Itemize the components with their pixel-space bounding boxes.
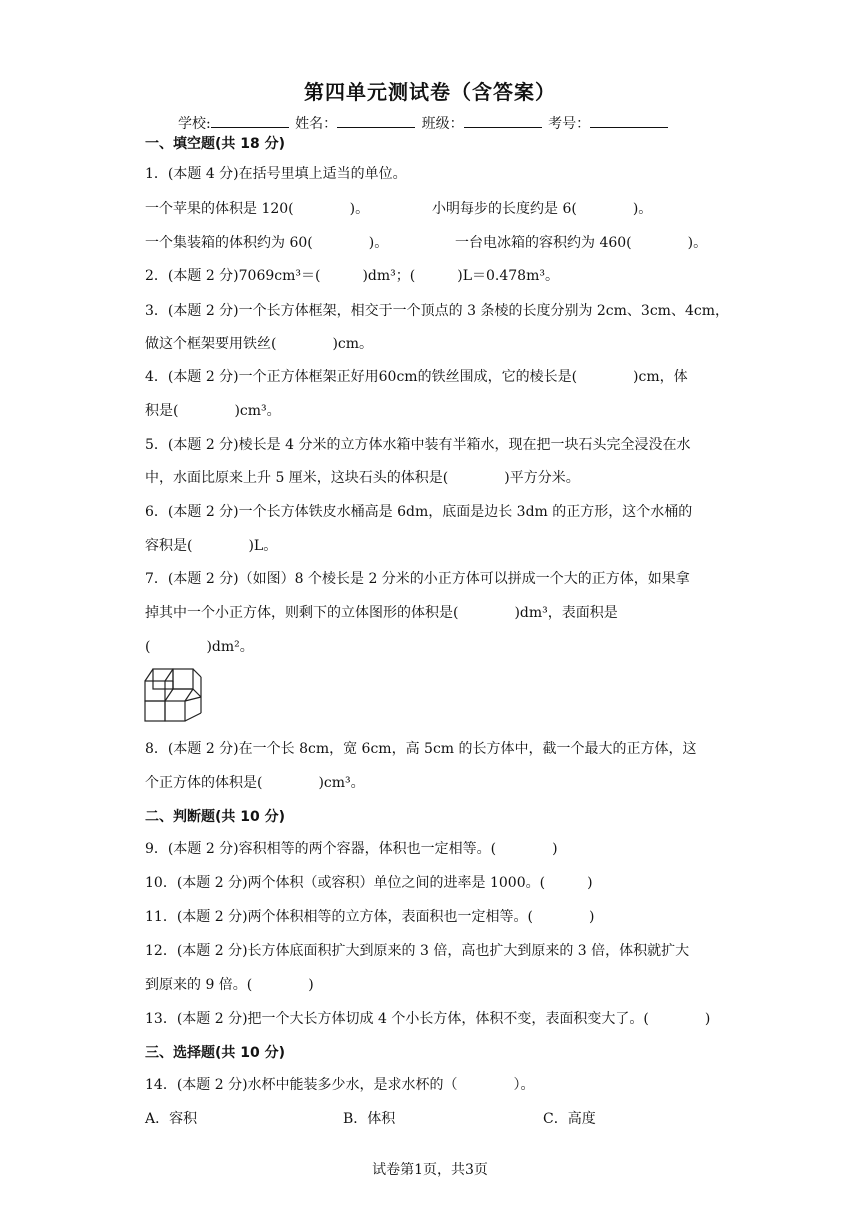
question-14-option-b[interactable]: B．体积 [343,1111,396,1127]
question-9: 9．(本题 2 分)容积相等的两个容器，体积也一定相等。( ) [145,841,558,857]
cube-back-left [153,669,173,689]
question-2: 2．(本题 2 分)7069cm³＝( )dm³；( )L＝0.478m³。 [145,268,559,284]
question-12-line-2: 到原来的 9 倍。( ) [145,977,314,993]
question-3-line-2: 做这个框架要用铁丝( )cm。 [145,336,374,352]
question-6-line-1: 6．(本题 2 分)一个长方体铁皮水桶高是 6dm，底面是边长 3dm 的正方形，这个水桶的 [145,504,693,520]
question-4-line-2: 积是( )cm³。 [145,403,281,419]
question-5-line-2: 中，水面比原来上升 5 厘米，这块石头的体积是( )平方分米。 [145,470,580,486]
question-1: 1．(本题 4 分)在括号里填上适当的单位。 [145,166,407,182]
cube-stack-icon [144,667,206,725]
question-7-line-2: 掉其中一个小正方体，则剩下的立体图形的体积是( )dm³，表面积是 [145,605,618,621]
question-3-line-1: 3．(本题 2 分)一个长方体框架，相交于一个顶点的 3 条棱的长度分别为 2cm、3cm、4cm， [145,303,729,319]
question-8-line-1: 8．(本题 2 分)在一个长 8cm，宽 6cm，高 5cm 的长方体中，截一个最大的正方体，这 [145,741,697,757]
question-6-line-2: 容积是( )L。 [145,538,278,554]
question-14: 14．(本题 2 分)水杯中能装多少水，是求水杯的（ ）。 [145,1077,535,1093]
question-7-line-1: 7．(本题 2 分)（如图）8 个棱长是 2 分米的小正方体可以拼成一个大的正方体，如果拿 [145,571,690,587]
student-info-row [178,113,670,133]
school-label: 学校: [178,116,211,132]
cube-front-top-left [145,681,165,701]
cube-front-right [165,701,185,721]
section-judge-heading: 二、判断题(共 10 分) [145,809,286,825]
question-1-item-d: 一台电冰箱的容积约为 460( )。 [455,235,708,251]
section-fill-heading: 一、填空题(共 18 分) [145,136,286,152]
question-11: 11．(本题 2 分)两个体积相等的立方体，表面积也一定相等。( ) [145,909,595,925]
school-blank[interactable] [211,113,289,128]
section-choice-heading: 三、选择题(共 10 分) [145,1045,286,1061]
name-label: 姓名： [295,116,338,132]
exam-no-blank[interactable] [590,113,668,128]
question-1-item-c: 一个集装箱的体积约为 60( )。 [145,235,389,251]
class-blank[interactable] [464,113,542,128]
page-title: 第四单元测试卷（含答案） [304,80,556,104]
question-4-line-1: 4．(本题 2 分)一个正方体框架正好用60cm的铁丝围成，它的棱长是( )cm，体 [145,369,688,385]
question-7-line-3: ( )dm²。 [145,639,254,655]
question-10: 10．(本题 2 分)两个体积（或容积）单位之间的进率是 1000。( ) [145,875,593,891]
page-footer: 试卷第1页，共3页 [372,1162,488,1178]
question-1-item-a: 一个苹果的体积是 120( )。 [145,201,370,217]
question-5-line-1: 5．(本题 2 分)棱长是 4 分米的立方体水箱中装有半箱水，现在把一块石头完全浸没在水 [145,437,691,453]
question-8-line-2: 个正方体的体积是( )cm³。 [145,775,365,791]
name-blank[interactable] [337,113,415,128]
question-14-option-a[interactable]: A．容积 [145,1111,198,1127]
question-14-option-c[interactable]: C．高度 [543,1111,596,1127]
question-1-item-b: 小明每步的长度约是 6( )。 [432,201,653,217]
question-12-line-1: 12．(本题 2 分)长方体底面积扩大到原来的 3 倍，高也扩大到原来的 3 倍，体积就扩大 [145,943,690,959]
cube-front-left [145,701,165,721]
class-label: 班级： [421,116,464,132]
exam-no-label: 考号： [548,116,591,132]
cube-back-right [173,669,193,689]
question-13: 13．(本题 2 分)把一个大长方体切成 4 个小长方体，体积不变，表面积变大了。( ) [145,1011,711,1027]
